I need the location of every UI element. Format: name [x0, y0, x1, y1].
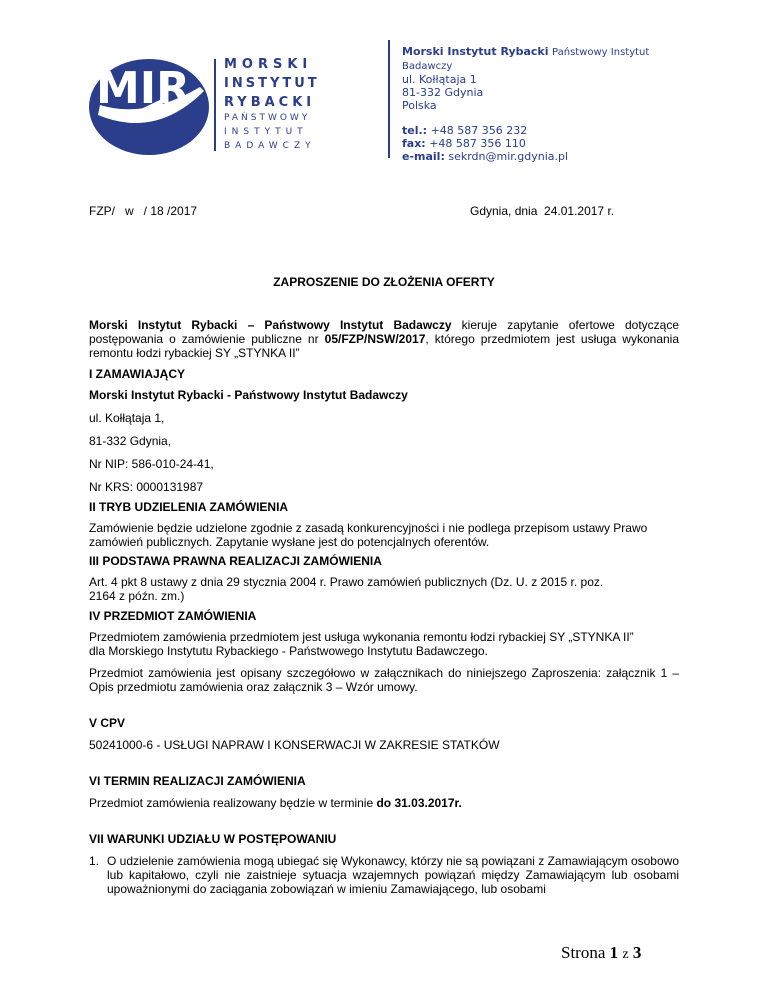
intro-paragraph	[89, 318, 679, 360]
section-7-item-1-text: O udzielenie zamówienia mogą ubiegać się Wykonawcy, którzy nie są powiązani z Zamawiającym osobowo lub kapitałowo, czyli nie zaistnieje sytuacja wzajemnych powiązań między Zamawiającym lub osobami upoważnionymi do zaciągania zobowiązań w imieniu Zamawiającego, lub osobami	[107, 854, 679, 896]
section-7-heading: VII WARUNKI UDZIAŁU W POSTĘPOWANIU	[89, 832, 337, 846]
logo-divider	[214, 59, 216, 151]
section-4-p2: Przedmiot zamówienia jest opisany szczegółowo w załącznikach do niniejszego Zaproszenia: załącznik 1 – Opis przedmiotu zamówienia oraz załącznik 3 – Wzór umowy.	[89, 666, 679, 694]
fax-line	[402, 137, 702, 150]
document-body	[89, 318, 679, 896]
footer-sep: z	[622, 947, 629, 962]
section-3-line-2: 2164 z późn. zm.)	[89, 589, 185, 603]
logo	[86, 55, 320, 165]
tel-label: tel.:	[402, 124, 428, 137]
email-value: sekrdn@mir.gdynia.pl	[448, 150, 569, 163]
orderer-street: ul. Kołłątaja 1,	[89, 411, 165, 425]
intro-text-1: kieruje zapytanie ofertowe dotyczące postępowania o zamówienie publiczne nr	[89, 318, 679, 346]
fax-value: +48 587 356 110	[429, 137, 526, 150]
address-country: Polska	[402, 99, 437, 112]
intro-bold-2: 05/FZP/NSW/2017	[324, 332, 426, 346]
logo-line-1: MORSKI	[224, 57, 313, 72]
section-6-deadline: do 31.03.2017r.	[376, 796, 462, 810]
section-4-p1-line-1: Przedmiotem zamówienia przedmiotem jest usługa wykonania remontu łodzi rybackiej SY „STYNKA II”	[89, 630, 634, 644]
orderer-name: Morski Instytut Rybacki - Państwowy Instytut Badawczy	[89, 388, 408, 402]
section-6-heading: VI TERMIN REALIZACJI ZAMÓWIENIA	[89, 774, 306, 788]
institute-name-bold: Morski Instytut Rybacki	[402, 45, 549, 58]
address-street: ul. Kołłątaja 1	[402, 73, 477, 86]
page-footer	[561, 943, 641, 963]
document-date: Gdynia, dnia 24.01.2017 r.	[470, 204, 615, 218]
footer-page: 1	[609, 943, 619, 962]
intro-bold-1: Morski Instytut Rybacki – Państwowy Instytut Badawczy	[89, 318, 452, 332]
logo-line-4: PAŃSTWOWY	[224, 113, 311, 123]
logo-line-6: BADAWCZY	[224, 141, 316, 151]
footer-word: Strona	[561, 943, 606, 962]
orderer-krs: Nr KRS: 0000131987	[89, 480, 204, 494]
phone-line	[402, 124, 702, 137]
section-5-heading: V CPV	[89, 716, 126, 730]
section-3-line-1: Art. 4 pkt 8 ustawy z dnia 29 stycznia 2004 r. Prawo zamówień publicznych (Dz. U. z 2015 r. poz.	[89, 575, 604, 589]
header-address	[402, 45, 702, 163]
section-5-text: 50241000-6 - USŁUGI NAPRAW I KONSERWACJI W ZAKRESIE STATKÓW	[89, 738, 500, 752]
address-city: 81-332 Gdynia	[402, 86, 484, 99]
orderer-nip: Nr NIP: 586-010-24-41,	[89, 457, 214, 471]
logo-line-5: INSTYTUT	[224, 127, 308, 137]
logo-line-2: INSTYTUT	[224, 76, 320, 91]
reference-number: FZP/ w / 18 /2017	[89, 204, 198, 218]
section-3-heading: III PODSTAWA PRAWNA REALIZACJI ZAMÓWIENIA	[89, 554, 382, 568]
address-divider	[388, 40, 390, 158]
email-label: e-mail:	[402, 150, 445, 163]
orderer-city: 81-332 Gdynia,	[89, 434, 172, 448]
section-2-heading: II TRYB UDZIELENIA ZAMÓWIENIA	[89, 500, 289, 514]
section-7-item-1-number: 1.	[89, 854, 100, 868]
section-6-text	[89, 796, 679, 810]
intro-text-2: , którego przedmiotem jest usługa wykonania remontu łodzi rybackiej SY „STYNKA II”	[89, 332, 680, 360]
section-1-heading: I ZAMAWIAJĄCY	[89, 367, 185, 381]
logo-wordmark	[224, 58, 320, 151]
document-title: ZAPROSZENIE DO ZŁOŻENIA OFERTY	[273, 275, 495, 289]
institute-name	[402, 45, 702, 73]
section-4-heading: IV PRZEDMIOT ZAMÓWIENIA	[89, 609, 257, 623]
footer-total: 3	[632, 943, 642, 962]
section-4-p1-line-2: dla Morskiego Instytutu Rybackiego - Państwowego Instytutu Badawczego.	[89, 644, 488, 658]
logo-acronym: MIR	[96, 63, 191, 114]
section-2-text: Zamówienie będzie udzielone zgodnie z zasadą konkurencyjności i nie podlega przepisom ustawy Prawo zamówień publicznych. Zapytanie wysłane jest do potencjalnych oferentów.	[89, 521, 648, 549]
fax-label: fax:	[402, 137, 426, 150]
tel-value: +48 587 356 232	[430, 124, 528, 137]
section-6-text-main: Przedmiot zamówienia realizowany będzie w terminie	[89, 796, 377, 810]
mir-emblem-icon	[86, 57, 212, 161]
section-7-item-1	[89, 854, 679, 896]
logo-line-3: RYBACKI	[224, 95, 316, 110]
institute-name-rest: Państwowy Instytut Badawczy	[402, 47, 650, 72]
email-line	[402, 150, 702, 163]
